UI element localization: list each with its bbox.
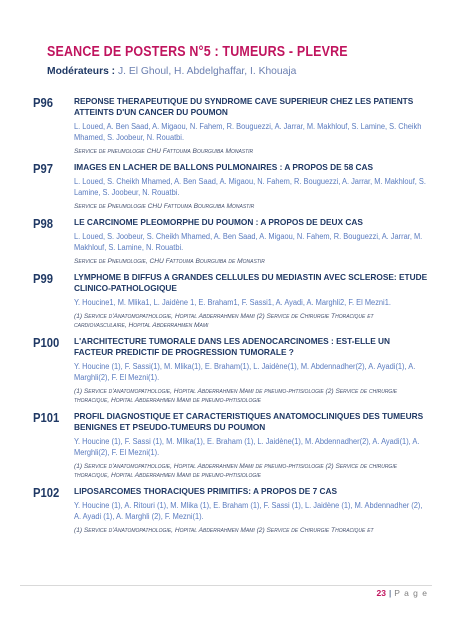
poster-code: P101 — [33, 411, 60, 425]
poster-code: P98 — [33, 217, 54, 231]
poster-code: P100 — [33, 336, 60, 350]
poster-affiliation: (1) Service d'Anatomopathologie, Hopital Abderrahmen Mami (2) Service de Chirurgie Thoracique et — [74, 527, 374, 534]
poster-code: P99 — [33, 272, 54, 286]
poster-title: LIPOSARCOMES THORACIQUES PRIMITIFS: A PROPOS DE 7 CAS — [74, 486, 338, 496]
poster-affiliation: Service de Pneumologie CHU Fattouma Bourguiba Monastir — [74, 203, 255, 210]
poster-entry-p101 — [33, 411, 428, 480]
poster-title: PROFIL DIAGNOSTIQUE ET CARACTERISTIQUES ANATOMOCLINIQUES DES TUMEURS BENIGNES ET PSEUDO-TUMEURS DU POUMON — [74, 411, 424, 432]
poster-authors: Y. Houcine (1), F. Sassi (1), M. Mlika(1), E. Braham (1), L. Jaidène(1), M. Abdennadher(2), A. Ayadi(1), A. Merghli(2), F. El Mezni(1). — [74, 437, 420, 457]
page-footer — [377, 588, 428, 598]
poster-authors: Y. Houcine1, M. Mlika1, L. Jaidène 1, E. Braham1, F. Sassi1, A. Ayadi, A. Marghli2, F. El Mezni1. — [74, 298, 391, 307]
poster-entry-p96 — [33, 96, 428, 156]
page-number: 23 — [376, 588, 386, 598]
poster-authors: L. Loued, A. Ben Saad, A. Migaou, N. Fahem, R. Bouguezzi, A. Jarrar, M. Makhlouf, S. Lamine, S. Cheikh Mhamed, S. Joobeur, N. Rouatbi. — [74, 122, 422, 142]
posters-list — [33, 96, 428, 541]
page-word: P a g e — [394, 588, 428, 598]
poster-entry-p100 — [33, 336, 428, 405]
poster-authors: Y. Houcine (1), A. Ritouri (1), M. Mlika (1), E. Braham (1), F. Sassi (1), L. Jaidène (1), M. Abdennadher (2), A. Ayadi (1), A. Marghli (2), F. Mezni(1). — [74, 501, 423, 521]
footer-divider — [20, 585, 432, 586]
poster-affiliation: (1) Service d'anatomopathologie, Hopital Abderrahmen Mami de pneumo-phtisiologie (2) Service de chirurgie thoracique, Hopital Abderrahmen Mami de pneumo-phtisiologie — [74, 463, 398, 479]
poster-title: L'ARCHITECTURE TUMORALE DANS LES ADENOCARCINOMES : EST-ELLE UN FACTEUR PREDICTIF DE PROGRESSION TUMORALE ? — [74, 336, 391, 357]
poster-affiliation: (1) Service d'anatomopathologie, Hopital Abderrahmen Mami de pneumo-phtisiologie (2) Service de chirurgie thoracique, Hopital Abderrahmen Mami de pneumo-phtisiologie — [74, 388, 398, 404]
moderators-line — [47, 66, 437, 77]
poster-affiliation: Service de pneumologie CHU Fattouma Bourguiba Monastir — [74, 148, 254, 155]
poster-affiliation: (1) Service d'Anatomopathologie, Hopital Abderrahmen Mami (2) Service de Chirurgie Thoracique et cardiovasculaire, Hopital Abderrahmen Mami — [74, 313, 374, 329]
poster-affiliation: Service de Pneumologie, CHU Fattouma Bourguiba de Monastir — [74, 258, 265, 265]
poster-entry-p99 — [33, 272, 428, 330]
poster-entry-p98 — [33, 217, 428, 266]
poster-entry-p97 — [33, 162, 428, 211]
footer-separator: | — [388, 588, 392, 598]
poster-title: IMAGES EN LACHER DE BALLONS PULMONAIRES : A PROPOS DE 58 CAS — [74, 162, 374, 172]
poster-title: LYMPHOME B DIFFUS A GRANDES CELLULES DU MEDIASTIN AVEC SCLEROSE: ETUDE CLINICO-PATHOLOGIQUE — [74, 272, 428, 293]
poster-authors: L. Loued, S. Cheikh Mhamed, A. Ben Saad, A. Migaou, N. Fahem, R. Bouguezzi, A. Jarrar, M. Makhlouf, S. Lamine, S. Joobeur, N. Rouatbi. — [74, 177, 426, 197]
poster-title: REPONSE THERAPEUTIQUE DU SYNDROME CAVE SUPERIEUR CHEZ LES PATIENTS ATTEINTS D'UN CANCER DU POUMON — [74, 96, 414, 117]
poster-code: P97 — [33, 162, 54, 176]
poster-authors: Y. Houcine (1), F. Sassi(1), M. Mlika(1), E. Braham(1), L. Jaidène(1), M. Abdennadher(2), A. Ayadi(1), A. Marghli(2), F. El Mezni(1). — [74, 362, 416, 382]
moderators-label: Modérateurs : — [47, 66, 116, 77]
poster-entry-p102 — [33, 486, 428, 535]
poster-code: P96 — [33, 96, 54, 110]
moderators-names: J. El Ghoul, H. Abdelghaffar, I. Khouaja — [117, 66, 297, 77]
poster-code: P102 — [33, 486, 60, 500]
session-title: SEANCE DE POSTERS N°5 : TUMEURS - PLEVRE — [47, 44, 348, 60]
poster-title: LE CARCINOME PLEOMORPHE DU POUMON : A PROPOS DE DEUX CAS — [74, 217, 363, 227]
poster-authors: L. Loued, S. Joobeur, S. Cheikh Mhamed, A. Ben Saad, A. Migaou, N. Fahem, R. Bouguezzi, A. Jarrar, M. Makhlouf, S. Lamine, N. Rouatbi. — [74, 232, 423, 252]
